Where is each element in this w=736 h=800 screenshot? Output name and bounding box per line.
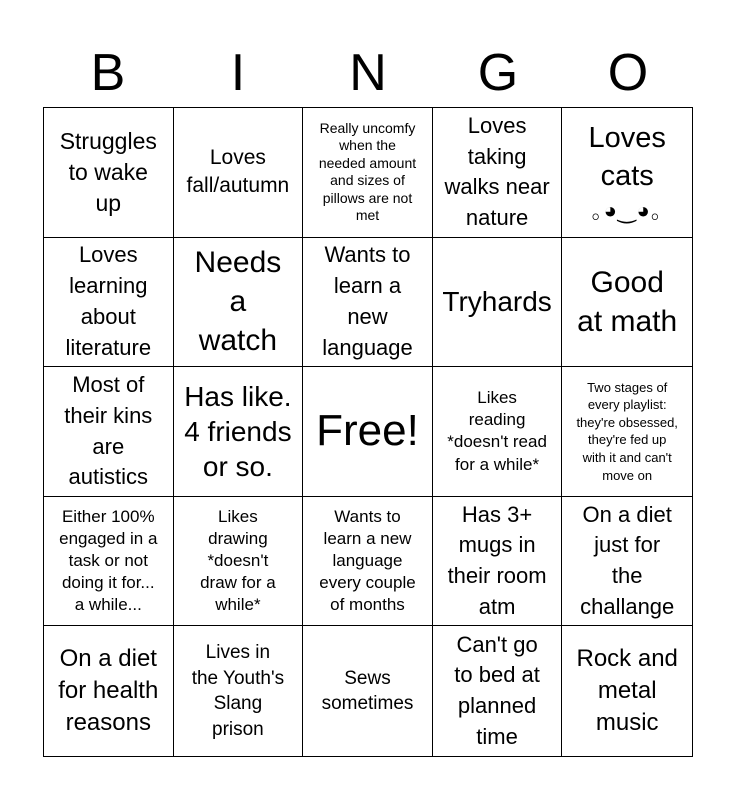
cell-text: Has 3+ mugs in their room atm: [447, 501, 547, 619]
bingo-cell[interactable]: [562, 497, 692, 627]
cell-text: Either 100% engaged in a task or not doing it for... a while...: [59, 506, 158, 615]
bingo-cell[interactable]: [562, 367, 692, 497]
cell-text: Rock and metal music: [576, 644, 678, 737]
title-letter-o: O: [607, 44, 649, 102]
bingo-cell[interactable]: [44, 497, 174, 627]
bingo-cell[interactable]: [44, 367, 174, 497]
bingo-cell[interactable]: [174, 367, 304, 497]
cell-text: Sews sometimes: [321, 667, 414, 715]
bingo-cell[interactable]: [174, 497, 304, 627]
bingo-cell[interactable]: [174, 626, 304, 756]
bingo-cell[interactable]: [433, 626, 563, 756]
bingo-cell[interactable]: [44, 238, 174, 368]
cell-text: On a diet just for the challange: [580, 501, 675, 619]
cell-text: Wants to learn a new language every couple of months: [319, 506, 416, 615]
cat-cell-content: [589, 120, 666, 224]
bingo-cell[interactable]: [174, 108, 304, 238]
bingo-cell[interactable]: [44, 626, 174, 756]
cell-text: Loves cats: [588, 122, 666, 193]
cell-text: Needs a watch: [194, 246, 282, 358]
cat-face-emoticon: ｡◕‿◕｡: [591, 197, 663, 223]
bingo-cell[interactable]: [174, 238, 304, 368]
title-letter-i: I: [230, 44, 246, 102]
free-space[interactable]: [303, 367, 433, 497]
bingo-cell[interactable]: [562, 108, 692, 238]
bingo-cell[interactable]: [44, 108, 174, 238]
bingo-cell[interactable]: [433, 108, 563, 238]
bingo-cell[interactable]: [433, 238, 563, 368]
cell-text: Likes drawing *doesn't draw for a while*: [200, 506, 276, 615]
bingo-cell[interactable]: [562, 238, 692, 368]
cell-text: Likes reading *doesn't read for a while*: [447, 388, 547, 474]
bingo-cell[interactable]: [303, 497, 433, 627]
cell-text: Good at math: [577, 265, 678, 338]
cell-text: Most of their kins are autistics: [64, 371, 153, 490]
bingo-title: [43, 38, 693, 108]
title-letter-g: G: [477, 44, 519, 102]
cell-text: Struggles to wake up: [59, 127, 157, 216]
cell-text: Can't go to bed at planned time: [454, 631, 540, 749]
bingo-cell[interactable]: [303, 108, 433, 238]
bingo-cell[interactable]: [433, 497, 563, 627]
free-space-text: Free!: [316, 406, 419, 456]
cell-text: Wants to learn a new language: [322, 242, 413, 360]
cell-text: Loves fall/autumn: [186, 145, 290, 198]
title-letter-b: B: [90, 44, 126, 102]
bingo-board: [43, 107, 693, 757]
cell-text: On a diet for health reasons: [58, 644, 159, 737]
bingo-cell[interactable]: [562, 626, 692, 756]
cell-text: Has like. 4 friends or so.: [184, 380, 292, 482]
cell-text: Two stages of every playlist: they're obsessed, they're fed up with it and can't move on: [576, 379, 678, 483]
cell-text: Lives in the Youth's Slang prison: [191, 641, 285, 740]
bingo-cell[interactable]: [303, 238, 433, 368]
bingo-cell[interactable]: [303, 626, 433, 756]
cell-text: Loves taking walks near nature: [444, 112, 550, 231]
cell-text: Loves learning about literature: [65, 242, 152, 360]
cell-text: Tryhards: [442, 286, 552, 318]
title-letter-n: N: [349, 44, 387, 102]
cell-text: Really uncomfy when the needed amount and sizes of pillows are not met: [318, 119, 417, 224]
bingo-cell[interactable]: [433, 367, 563, 497]
